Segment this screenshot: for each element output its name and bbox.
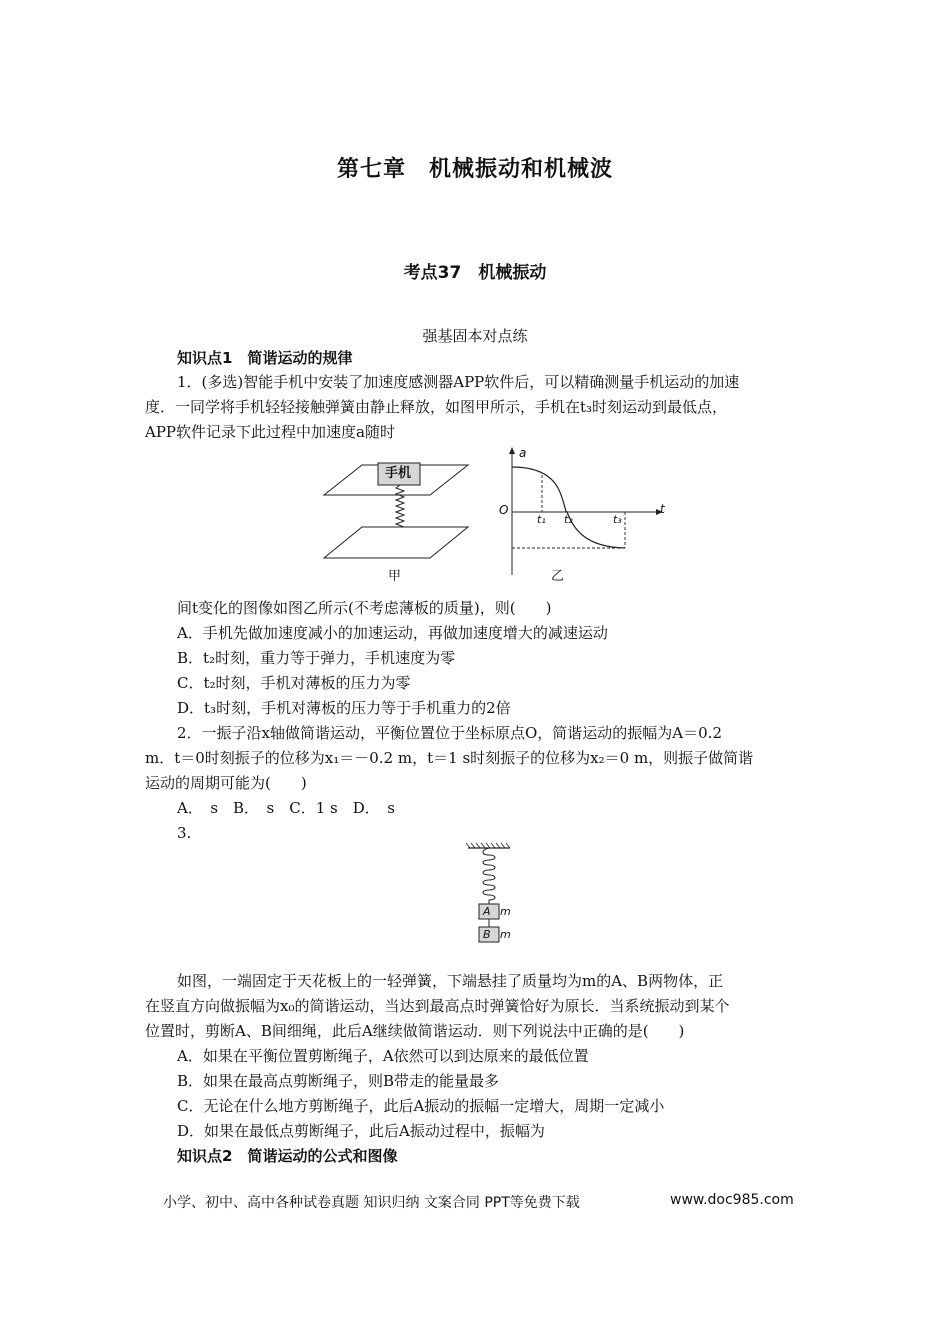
origin-label: O	[499, 503, 509, 517]
q2-line-3: 运动的周期可能为( )	[145, 774, 307, 792]
t3-label: t₃	[613, 513, 622, 526]
q2-line-1: 2．一振子沿x轴做简谐运动，平衡位置位于坐标原点O，简谐运动的振幅为A＝0.2	[177, 724, 722, 742]
a-axis-arrow	[509, 447, 515, 454]
q3-line-3: 位置时，剪断A、B间细绳，此后A继续做简谐运动．则下列说法中正确的是( )	[145, 1022, 685, 1040]
a-curve	[512, 467, 625, 548]
phone-label: 手机	[384, 466, 411, 481]
q2-line-2: m．t＝0时刻振子的位移为x₁＝－0.2 m，t＝1 s时刻振子的位移为x₂＝0 m，则振子做简谐	[145, 749, 754, 767]
axis-label-a: a	[519, 446, 527, 460]
q2-options: A． s B． s C．1 s D． s	[177, 799, 395, 817]
t1-label: t₁	[537, 513, 546, 526]
hanging-spring	[483, 848, 495, 904]
q1-line-1: 1．(多选)智能手机中安装了加速度感测器APP软件后，可以精确测量手机运动的加速	[177, 373, 740, 391]
t2-label: t₂	[564, 513, 573, 526]
q3-number: 3.	[177, 824, 192, 842]
q1-option-a: A．手机先做加速度减小的加速运动，再做加速度增大的减速运动	[177, 624, 608, 642]
knowledge-point-1: 知识点1 简谐运动的规律	[177, 349, 353, 367]
q3-option-a: A．如果在平衡位置剪断绳子，A依然可以到达原来的最低位置	[177, 1047, 589, 1065]
footer-text: 小学、初中、高中各种试卷真题 知识归纳 文案合同 PPT等免费下载	[163, 1195, 580, 1211]
q1-line-2: 度．一同学将手机轻轻接触弹簧由静止释放，如图甲所示，手机在t₃时刻运动到最低点，	[145, 398, 728, 416]
q1-option-b: B．t₂时刻，重力等于弹力，手机速度为零	[177, 649, 456, 667]
q3-option-b: B．如果在最高点剪断绳子，则B带走的能量最多	[177, 1072, 500, 1090]
chapter-title: 第七章 机械振动和机械波	[336, 157, 613, 182]
mass-b-label: m	[500, 928, 511, 941]
q1-option-c: C．t₂时刻，手机对薄板的压力为零	[177, 674, 411, 692]
q3-line-2: 在竖直方向做振幅为x₀的简谐运动，当达到最高点时弹簧恰好为原长．当系统振动到某个	[145, 997, 730, 1015]
ceiling-hatch	[466, 843, 510, 848]
bottom-plate	[324, 527, 468, 558]
q1-line-3: APP软件记录下此过程中加速度a随时	[145, 423, 395, 441]
footer-url[interactable]: www.doc985.com	[670, 1192, 794, 1208]
axis-label-t: t	[660, 502, 665, 516]
block-b-label: B	[483, 928, 491, 941]
section-title: 强基固本对点练	[422, 327, 528, 345]
q3-option-d: D．如果在最低点剪断绳子，此后A振动过程中，振幅为	[177, 1122, 545, 1140]
block-a-label: A	[483, 905, 491, 918]
q1-option-d: D．t₃时刻，手机对薄板的压力等于手机重力的2倍	[177, 699, 511, 717]
q1-line-4: 间t变化的图像如图乙所示(不考虑薄板的质量)，则( )	[177, 599, 552, 617]
figure-yi-graph	[495, 445, 675, 580]
q3-line-1: 如图，一端固定于天花板上的一轻弹簧，下端悬挂了质量均为m的A、B两物体，正	[177, 972, 724, 990]
q3-option-c: C．无论在什么地方剪断绳子，此后A振动的振幅一定增大，周期一定减小	[177, 1097, 665, 1115]
caption-yi: 乙	[551, 569, 565, 584]
mass-a-label: m	[500, 905, 511, 918]
caption-jia: 甲	[388, 569, 402, 584]
knowledge-point-2: 知识点2 简谐运动的公式和图像	[177, 1147, 398, 1165]
topic-title: 考点37 机械振动	[403, 263, 547, 283]
figure-spring-blocks	[462, 842, 522, 947]
